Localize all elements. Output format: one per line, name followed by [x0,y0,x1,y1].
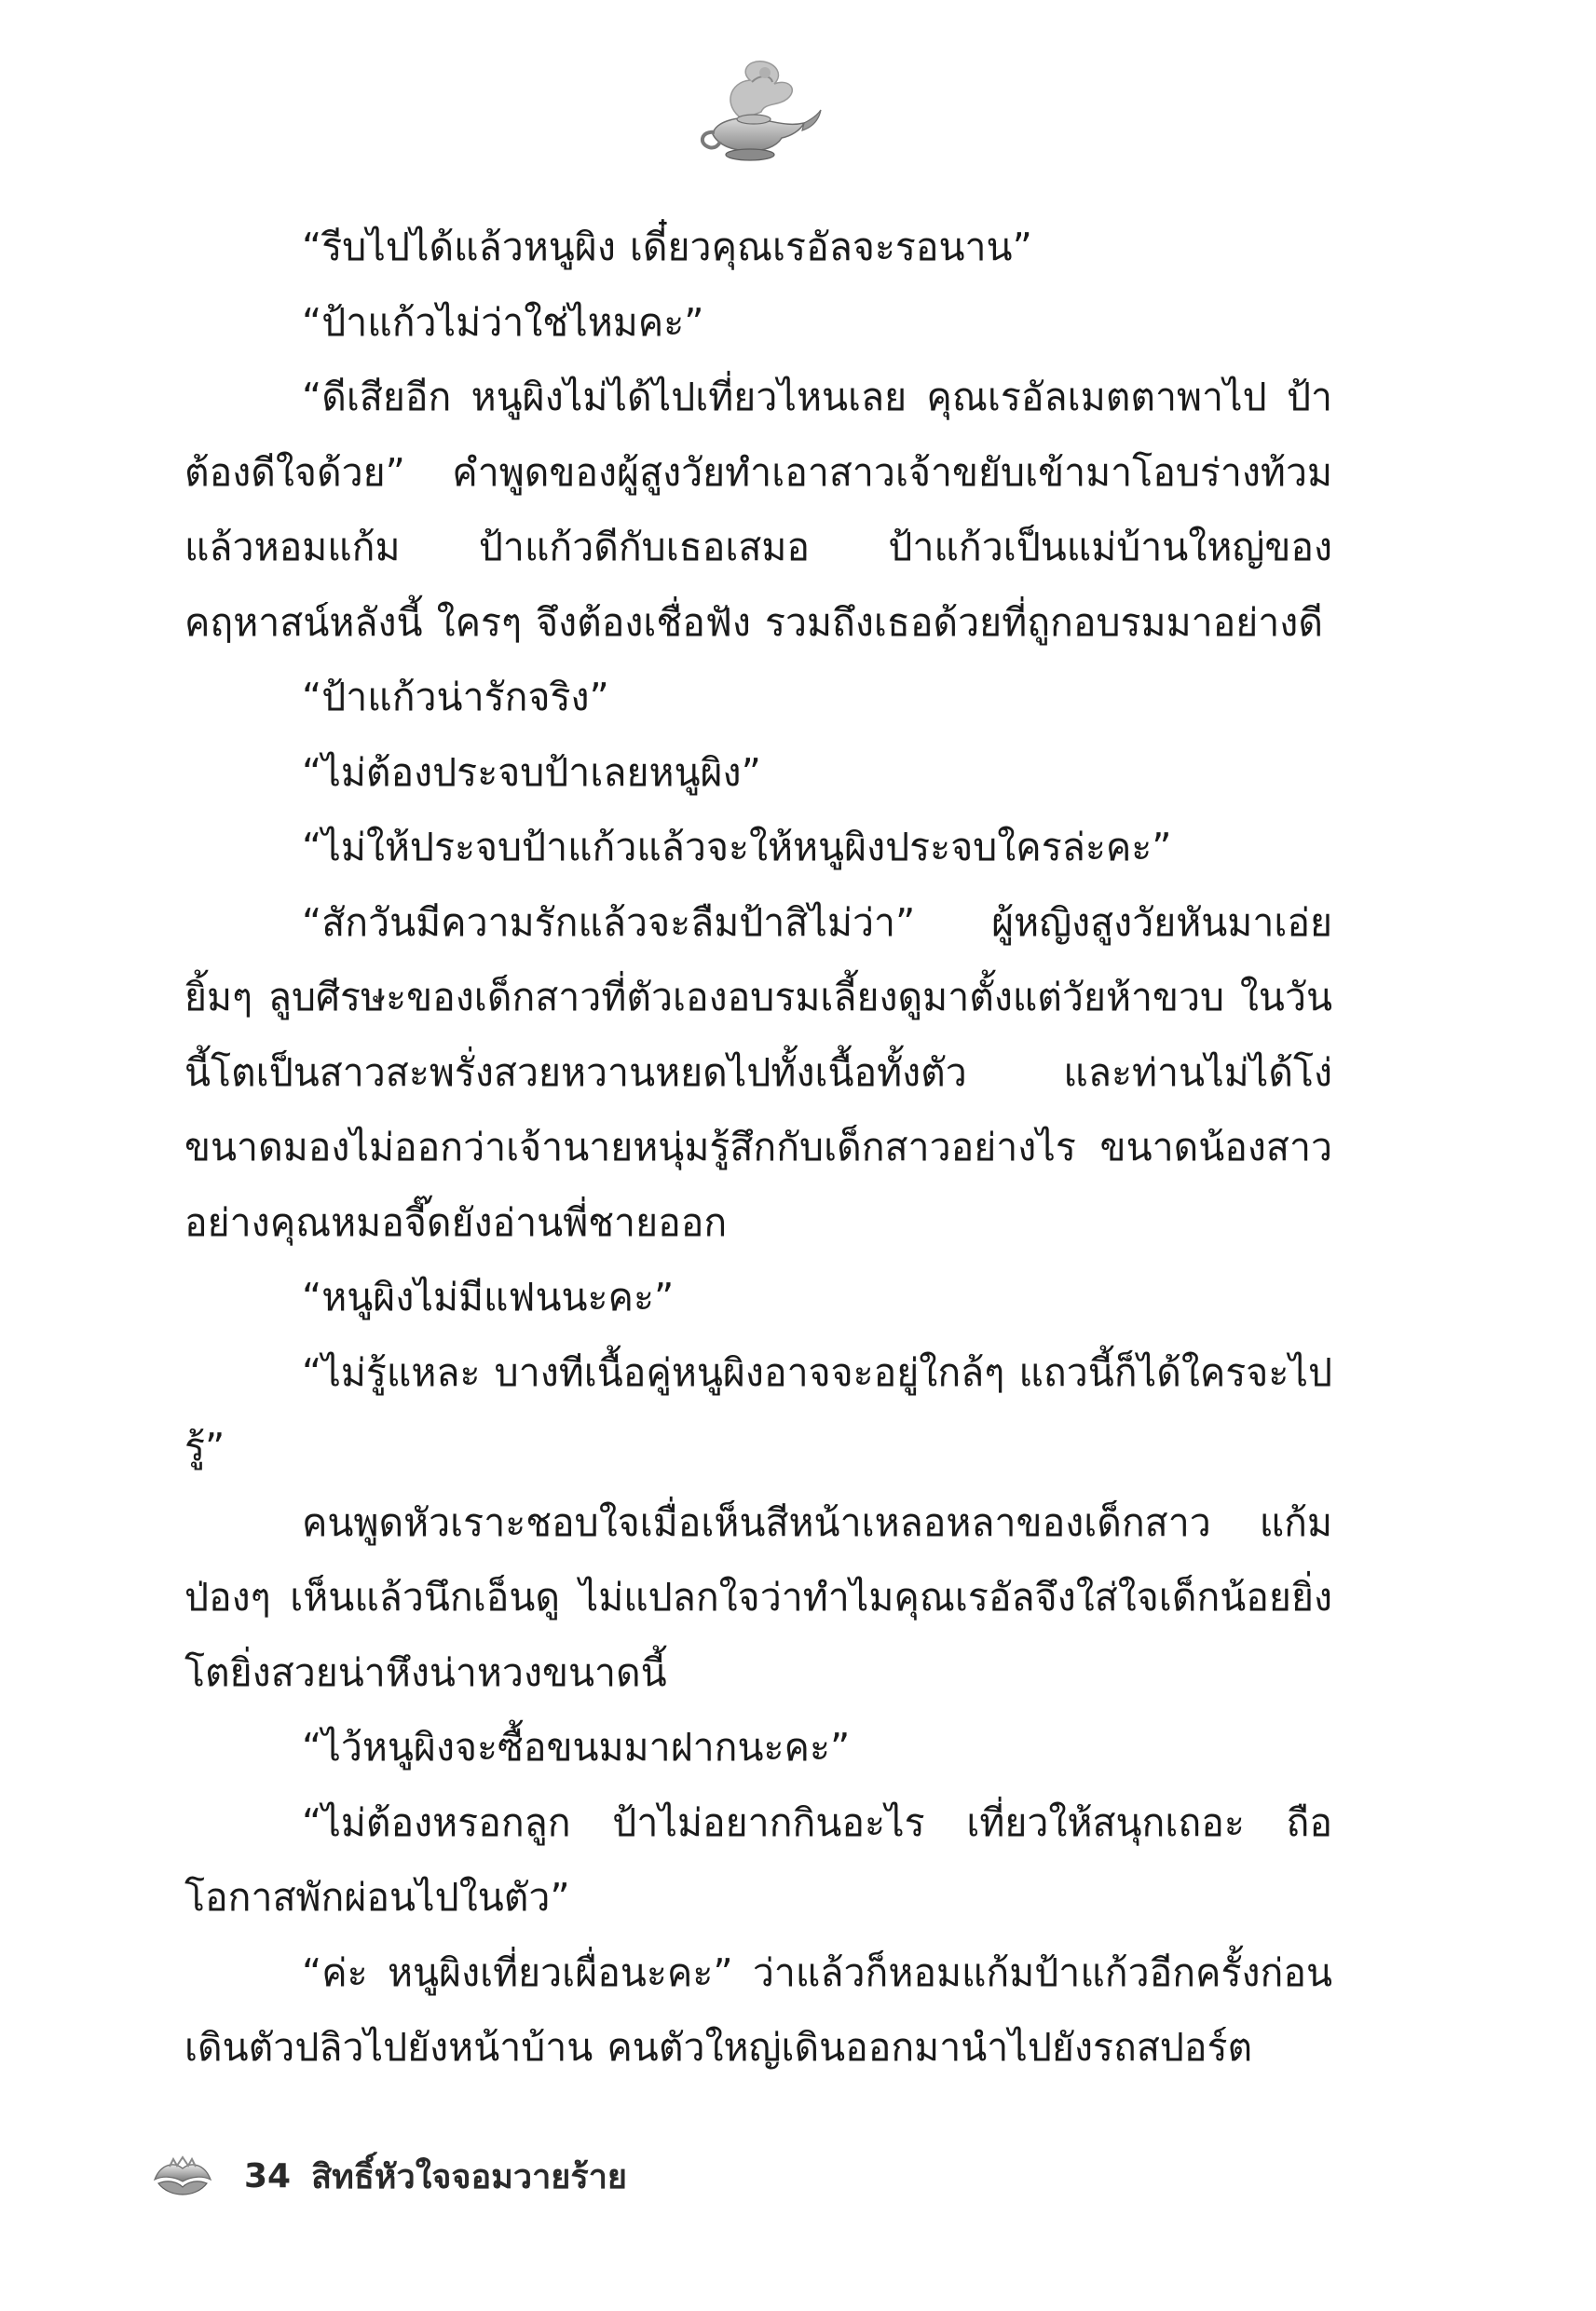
paragraph: “ไม่ต้องประจบป้าเลยหนูผิง” [302,749,761,795]
genie-lamp-ornament-icon [685,54,825,166]
body-text [184,210,1332,2085]
paragraph: “ดีเสียอีก หนูผิงไม่ได้ไปเที่ยวไหนเลย คุณเรอัลเมตตาพาไป ป้าต้องดีใจด้วย” คำพูดของผู้สูงวัยทำเอาสาวเจ้าขยับเข้ามาโอบร่างท้วมแล้วหอมแก้ม ป้าแก้วดีกับเธอเสมอ ป้าแก้วเป็นแม่บ้านใหญ่ของคฤหาสน์หลังนี้ ใครๆ จึงต้องเชื่อฟัง รวมถึงเธอด้วยที่ถูกอบรมมาอย่างดี [184,375,1332,645]
paragraph: “ป้าแก้วน่ารักจริง” [302,675,609,719]
paragraph: “ไว้หนูผิงจะซื้อขนมมาฝากนะคะ” [302,1725,851,1770]
paragraph: “ป้าแก้วไม่ว่าใช่ไหมคะ” [302,299,704,345]
paragraph: “ไม่รู้แหละ บางทีเนื้อคู่หนูผิงอาจจะอยู่ใกล้ๆ แถวนี้ก็ได้ใครจะไปรู้” [184,1349,1332,1470]
book-title: สิทธิ์หัวใจจอมวายร้าย [311,2157,628,2196]
page-footer [151,2148,627,2204]
paragraph: “ค่ะ หนูผิงเที่ยวเผื่อนะคะ” ว่าแล้วก็หอมแก้มป้าแก้วอีกครั้งก่อนเดินตัวปลิวไปยังหน้าบ้าน คนตัวใหญ่เดินออกมานำไปยังรถสปอร์ต [184,1949,1332,2070]
paragraph: คนพูดหัวเราะชอบใจเมื่อเห็นสีหน้าเหลอหลาของเด็กสาว แก้มป่องๆ เห็นแล้วนึกเอ็นดู ไม่แปลกใจว่าทำไมคุณเรอัลจึงใส่ใจเด็กน้อยยิ่งโตยิ่งสวยน่าหึงน่าหวงขนาดนี้ [184,1499,1332,1695]
paragraph: “สักวันมีความรักแล้วจะลืมป้าสิไม่ว่า” ผู้หญิงสูงวัยหันมาเอ่ยยิ้มๆ ลูบศีรษะของเด็กสาวที่ตัวเองอบรมเลี้ยงดูมาตั้งแต่วัยห้าขวบ ในวันนี้โตเป็นสาวสะพรั่งสวยหวานหยดไปทั้งเนื้อทั้งตัว และท่านไม่ได้โง่ขนาดมองไม่ออกว่าเจ้านายหนุ่มรู้สึกกับเด็กสาวอย่างไร ขนาดน้องสาวอย่างคุณหมอจี๊ดยังอ่านพี่ชายออก [184,899,1332,1245]
paragraph: “หนูผิงไม่มีแฟนนะคะ” [302,1275,675,1320]
page-number: 34 [244,2156,292,2195]
book-emblem-icon [151,2152,214,2200]
paragraph: “ไม่ต้องหรอกลูก ป้าไม่อยากกินอะไร เที่ยวให้สนุกเถอะ ถือโอกาสพักผ่อนไปในตัว” [184,1799,1332,1920]
paragraph: “ไม่ให้ประจบป้าแก้วแล้วจะให้หนูผิงประจบใครล่ะคะ” [302,825,1172,869]
paragraph: “รีบไปได้แล้วหนูผิง เดี๋ยวคุณเรอัลจะรอนาน” [302,225,1032,269]
